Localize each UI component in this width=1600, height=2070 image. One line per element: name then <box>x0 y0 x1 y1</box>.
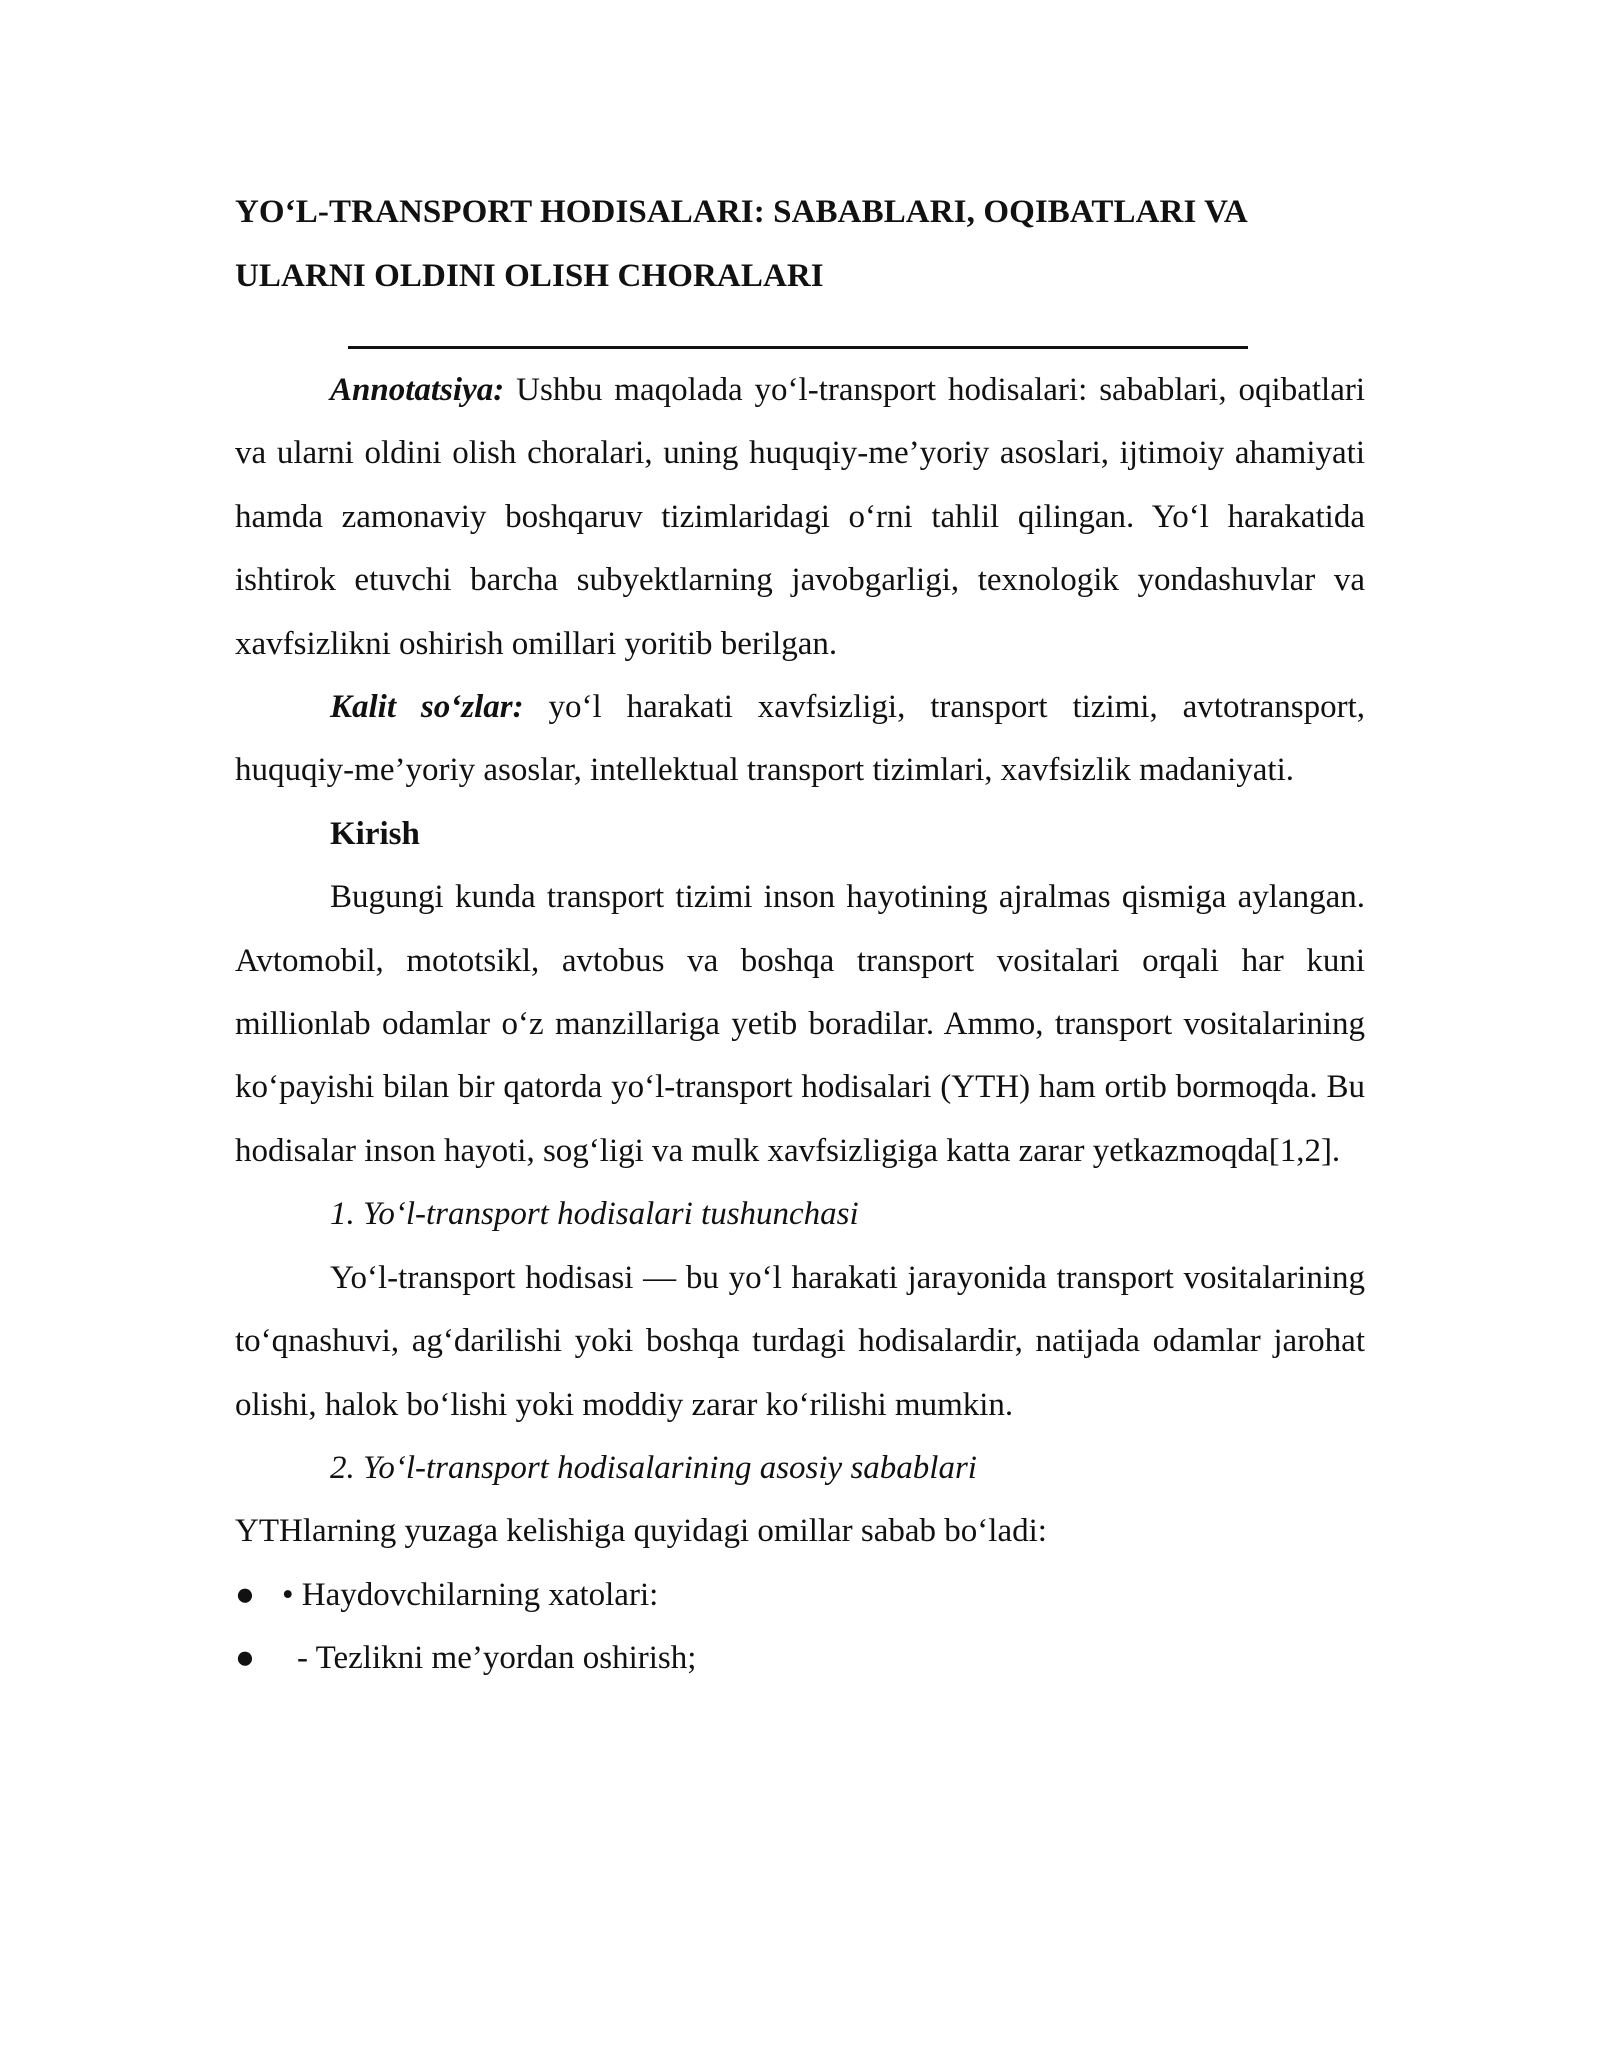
annotation-label: Annotatsiya: <box>330 372 505 408</box>
keywords-text: yo‘l harakati xavfsizligi, transport tizimi, avtotransport, huquqiy-me’yoriy asoslar, intellektual transport tizimlari, xavfsizlik madaniyati. <box>235 689 1365 789</box>
section-1-paragraph: Yo‘l-transport hodisasi — bu yo‘l harakati jarayonida transport vositalarining to‘qnashuvi, ag‘darilishi yoki boshqa turdagi hodisalardir, natijada odamlar jarohat olishi, halok bo‘lishi yoki moddiy zarar ko‘rilishi mumkin. <box>235 1259 1365 1423</box>
article-title-line-2: ULARNI OLDINI OLISH CHORALARI <box>235 258 824 294</box>
article-title <box>235 180 1365 308</box>
list-item-text: - Tezlikni me’yordan oshirish; <box>297 1640 697 1677</box>
keywords-label: Kalit so‘zlar: <box>330 689 524 726</box>
annotation-text: Ushbu maqolada yo‘l-transport hodisalari: sabablari, oqibatlari va ularni oldini olish choralari, uning huquqiy-me’yoriy asoslari, ijtimoiy ahamiyati hamda zamonaviy boshqaruv tizimlaridagi o‘rni tahlil qilingan. Yo‘l harakatida ishtirok etuvchi barcha subyektlarning javobgarligi, texnologik yondashuvlar va xavfsizlikni oshirish omillari yoritib berilgan. <box>235 372 1365 662</box>
section-1-heading: 1. Yo‘l-transport hodisalari tushunchasi <box>330 1196 859 1233</box>
annotation-paragraph <box>235 359 1365 676</box>
list-item <box>235 1564 1365 1627</box>
list-item-text: • Haydovchilarning xatolari: <box>282 1576 659 1613</box>
keywords-paragraph <box>235 676 1365 803</box>
intro-paragraph: Bugungi kunda transport tizimi inson hayotining ajralmas qismiga aylangan. Avtomobil, mototsikl, avtobus va boshqa transport vositalari orqali har kuni millionlab odamlar o‘z manzillariga yetib boradilar. Ammo, transport vositalarining ko‘payishi bilan bir qatorda yo‘l-transport hodisalari (YTH) ham ortib bormoqda. Bu hodisalar inson hayoti, sog‘ligi va mulk xavfsizligiga katta zarar yetkazmoqda[1,2]. <box>235 879 1365 1169</box>
section-2-heading: 2. Yo‘l-transport hodisalarining asosiy sabablari <box>330 1449 977 1486</box>
bullet-icon: ● <box>235 1640 255 1677</box>
intro-heading: Kirish <box>330 815 420 852</box>
bullet-icon: ● <box>235 1576 255 1613</box>
section-2-intro: YTHlarning yuzaga kelishiga quyidagi omillar sabab bo‘ladi: <box>235 1513 1047 1550</box>
list-item <box>235 1627 1365 1690</box>
document-page <box>235 180 1365 1691</box>
title-divider <box>348 346 1248 349</box>
article-title-line-1: YO‘L-TRANSPORT HODISALARI: SABABLARI, OQIBATLARI VA <box>235 194 1248 230</box>
